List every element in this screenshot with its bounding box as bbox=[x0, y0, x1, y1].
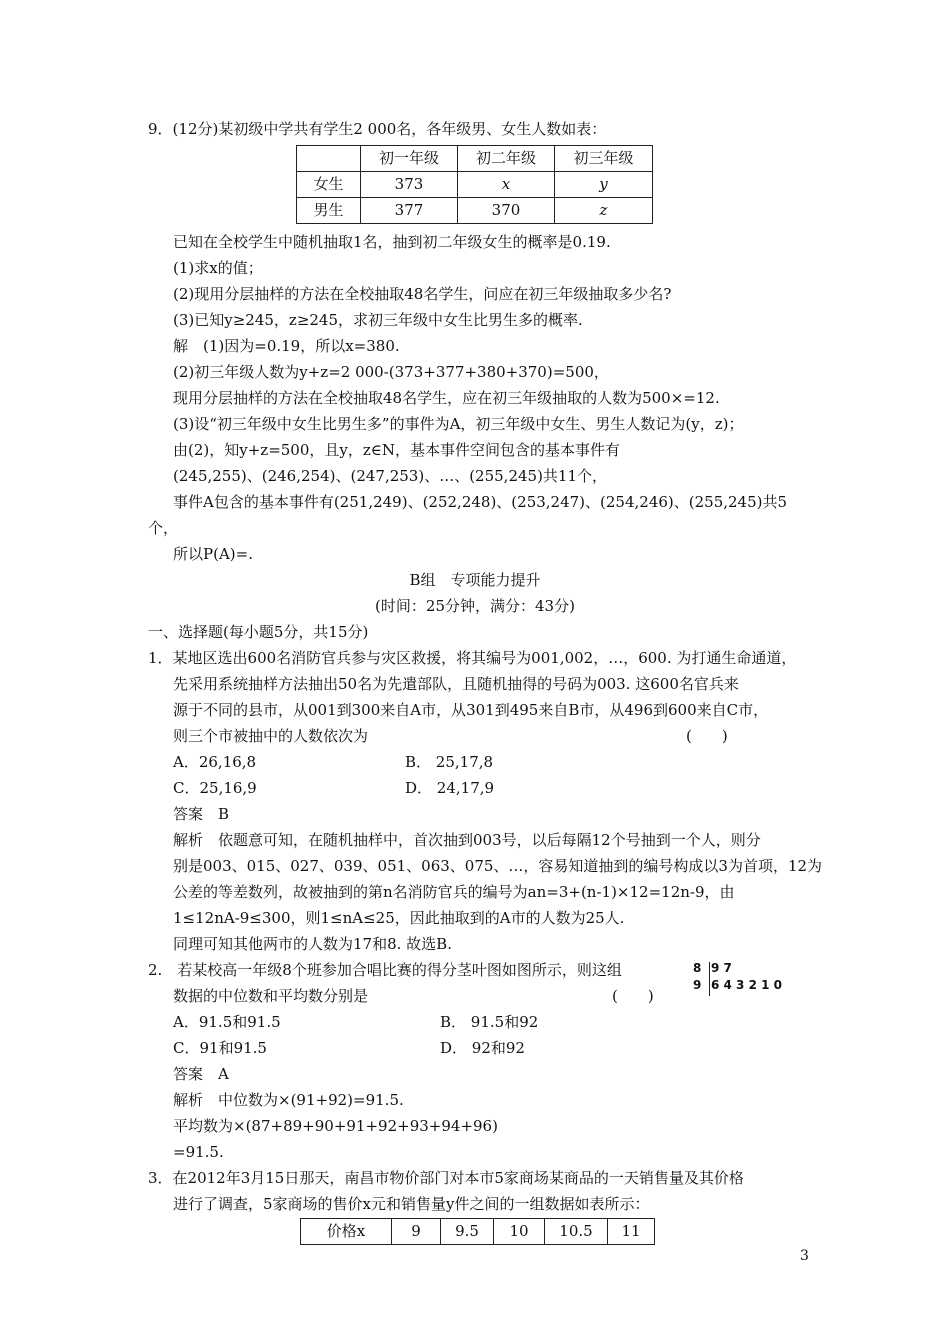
q9-line: 现用分层抽样的方法在全校抽取48名学生，应在初三年级抽取的人数为500×=12. bbox=[173, 389, 720, 407]
q1-analysis: 同理可知其他两市的人数为17和8. 故选B. bbox=[173, 935, 452, 953]
stem-leaf-plot bbox=[693, 960, 782, 994]
stem-divider bbox=[709, 962, 710, 996]
q9-line: (2)现用分层抽样的方法在全校抽取48名学生，问应在初三年级抽取多少名? bbox=[173, 285, 672, 303]
q9-line: (3)已知y≥245，z≥245，求初三年级中女生比男生多的概率. bbox=[173, 311, 583, 329]
q2-analysis: 平均数为×(87+89+90+91+92+93+94+96) bbox=[173, 1117, 498, 1135]
q9-line: (1)求x的值； bbox=[173, 259, 263, 277]
section-title: B组 专项能力提升 bbox=[409, 571, 541, 589]
q1-answer-paren: ( ) bbox=[686, 727, 728, 745]
q2-line: 数据的中位数和平均数分别是 bbox=[173, 987, 369, 1005]
q9-line: 由(2)，知y+z=500，且y，z∈N，基本事件空间包含的基本事件有 bbox=[173, 441, 620, 459]
page-number: 3 bbox=[800, 1248, 809, 1264]
q2-analysis: 解析 中位数为×(91+92)=91.5. bbox=[173, 1091, 404, 1109]
q1-analysis: 公差的等差数列，故被抽到的第n名消防官兵的编号为an=3+(n-1)×12=12n-9，由 bbox=[173, 883, 735, 901]
q2-option-b: B． 91.5和92 bbox=[440, 1013, 539, 1031]
q1-analysis: 解析 依题意可知，在随机抽样中，首次抽到003号，以后每隔12个号抽到一个人，则分 bbox=[173, 831, 761, 849]
q1-line: 1．某地区选出600名消防官兵参与灾区救援，将其编号为001,002，…，600. 为打通生命通道， bbox=[148, 649, 797, 667]
q3-line: 进行了调查，5家商场的售价x元和销售量y件之间的一组数据如表所示： bbox=[173, 1195, 650, 1213]
stem-row: 8 9 7 bbox=[693, 961, 732, 975]
section-subtitle: (时间：25分钟，满分：43分) bbox=[375, 597, 575, 615]
q9-line: 所以P(A)=. bbox=[173, 545, 253, 563]
q2-analysis: =91.5. bbox=[173, 1143, 224, 1161]
table-row: 价格x 9 9.5 10 10.5 11 bbox=[301, 1219, 655, 1245]
part-heading: 一、选择题(每小题5分，共15分) bbox=[148, 623, 369, 641]
q9-grade-table bbox=[296, 145, 653, 224]
q9-line: (3)设“初三年级中女生比男生多”的事件为A，初三年级中女生、男生人数记为(y，z)； bbox=[173, 415, 744, 433]
q2-answer: 答案 A bbox=[173, 1065, 229, 1083]
q1-option-c: C．25,16,9 bbox=[173, 779, 257, 797]
table-row: 初一年级 初二年级 初三年级 bbox=[297, 146, 653, 172]
q9-line: (2)初三年级人数为y+z=2 000-(373+377+380+370)=500， bbox=[173, 363, 609, 381]
q1-answer: 答案 B bbox=[173, 805, 230, 823]
q2-option-d: D． 92和92 bbox=[440, 1039, 525, 1057]
q2-option-a: A．91.5和91.5 bbox=[173, 1013, 281, 1031]
q9-stem: 9．(12分)某初级中学共有学生2 000名，各年级男、女生人数如表： bbox=[148, 120, 607, 138]
q9-line: 已知在全校学生中随机抽取1名，抽到初二年级女生的概率是0.19. bbox=[173, 233, 611, 251]
table-row: 女生 373 x y bbox=[297, 172, 653, 198]
q1-option-a: A．26,16,8 bbox=[173, 753, 257, 771]
q9-line: 事件A包含的基本事件有(251,249)、(252,248)、(253,247)、(254,246)、(255,245)共5 bbox=[173, 493, 788, 511]
q1-analysis: 别是003、015、027、039、051、063、075、…，容易知道抽到的编号构成以3为首项，12为 bbox=[173, 857, 823, 875]
q9-line: 解 (1)因为=0.19，所以x=380. bbox=[173, 337, 400, 355]
q3-price-table bbox=[300, 1218, 655, 1245]
q9-line: (245,255)、(246,254)、(247,253)、…、(255,245)共11个， bbox=[173, 467, 608, 485]
q2-answer-paren: ( ) bbox=[612, 987, 654, 1005]
q1-option-b: B． 25,17,8 bbox=[405, 753, 494, 771]
q2-option-c: C．91和91.5 bbox=[173, 1039, 267, 1057]
q1-option-d: D． 24,17,9 bbox=[405, 779, 495, 797]
q1-analysis: 1≤12nA-9≤300，则1≤nA≤25，因此抽取到的A市的人数为25人. bbox=[173, 909, 625, 927]
q1-line: 先采用系统抽样方法抽出50名为先遣部队，且随机抽得的号码为003. 这600名官兵来 bbox=[173, 675, 739, 693]
q2-line: 2. 若某校高一年级8个班参加合唱比赛的得分茎叶图如图所示，则这组 bbox=[148, 961, 622, 979]
table-row: 男生 377 370 z bbox=[297, 198, 653, 224]
q3-line: 3．在2012年3月15日那天，南昌市物价部门对本市5家商场某商品的一天销售量及其价格 bbox=[148, 1169, 744, 1187]
stem-row: 9 6 4 3 2 1 0 bbox=[693, 978, 782, 992]
q1-line: 则三个市被抽中的人数依次为 bbox=[173, 727, 369, 745]
q9-line: 个， bbox=[148, 519, 179, 537]
q1-line: 源于不同的县市，从001到300来自A市，从301到495来自B市，从496到600来自C市， bbox=[173, 701, 769, 719]
